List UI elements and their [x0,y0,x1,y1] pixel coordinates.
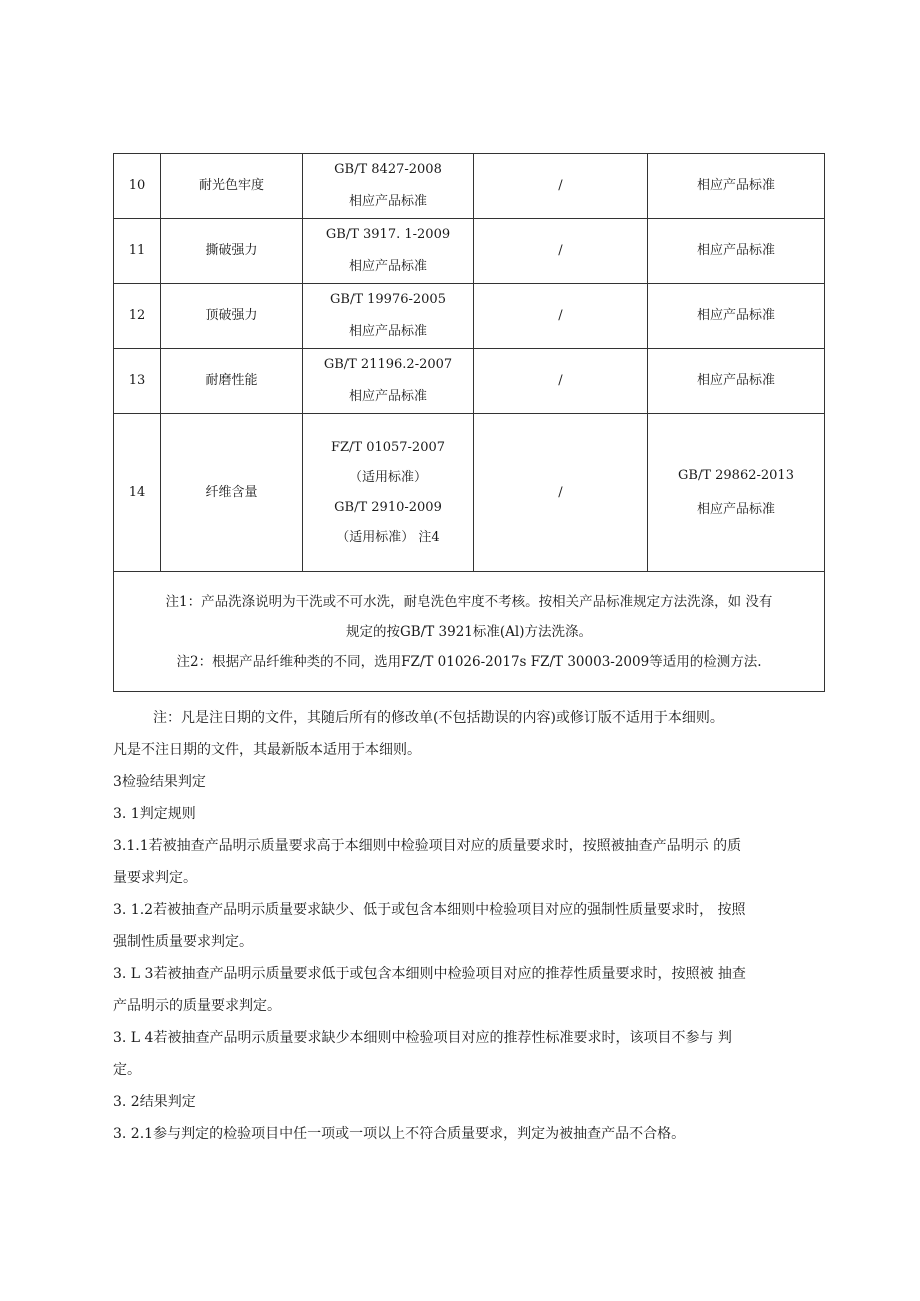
paragraph: 3. L 4若被抽查产品明示质量要求缺少本细则中检验项目对应的推荐性标准要求时，该项目不参与 判 [113,1030,732,1046]
paragraph: 3. 2.1参与判定的检验项目中任一项或一项以上不符合质量要求，判定为被抽查产品不合格。 [113,1126,686,1142]
test-method [303,349,474,414]
judgement-basis [648,219,825,284]
basis-line: GB/T 29862-2013 [678,467,794,483]
judgement-basis [648,349,825,414]
test-method [303,414,474,572]
basis-line: 相应产品标准 [696,243,775,258]
note-line: 规定的按GB/T 3921标准(Al)方法洗涤。 [345,623,592,640]
method-line: （适用标准） 注4 [336,529,440,545]
limit-value: / [474,219,648,284]
row-number: 11 [114,219,161,284]
method-line: FZ/T 01057-2007 [330,439,446,455]
table-row [114,284,825,349]
judgement-basis [648,414,825,572]
method-line: 相应产品标准 [348,324,427,339]
body-text [113,702,824,1150]
limit-value: / [474,414,648,572]
paragraph: 强制性质量要求判定。 [113,934,253,950]
limit-value: / [474,284,648,349]
inspection-item: 纤维含量 [161,414,303,572]
method-line: GB/T 2910-2009 [334,499,442,515]
paragraph: 定。 [113,1062,141,1078]
method-line: GB/T 19976-2005 [330,292,446,307]
table-row [114,349,825,414]
subsection-heading: 3. 1判定规则 [113,806,196,822]
basis-line: 相应产品标准 [696,178,775,193]
table-row [114,414,825,572]
inspection-item: 耐磨性能 [161,349,303,414]
basis-line: 相应产品标准 [696,501,775,517]
method-line: 相应产品标准 [348,194,427,209]
table-row [114,154,825,219]
judgement-basis [648,284,825,349]
inspection-item: 耐光色牢度 [161,154,303,219]
paragraph: 产品明示的质量要求判定。 [113,998,281,1014]
basis-line: 相应产品标准 [696,373,775,388]
method-line: 相应产品标准 [348,259,427,274]
inspection-table [113,153,825,692]
table-row [114,219,825,284]
row-number: 14 [114,414,161,572]
method-line: GB/T 8427-2008 [334,162,442,177]
row-number: 12 [114,284,161,349]
inspection-item: 撕破强力 [161,219,303,284]
table-notes [114,572,825,692]
test-method [303,154,474,219]
method-line: 相应产品标准 [348,389,427,404]
basis-line: 相应产品标准 [696,308,775,323]
table-notes-row [114,572,825,692]
note-line: 注1：产品洗涤说明为干洗或不可水洗，耐皂洗色牢度不考核。按相关产品标准规定方法洗涤，如 没有 [165,593,773,610]
test-method [303,219,474,284]
test-method [303,284,474,349]
judgement-basis [648,154,825,219]
subsection-heading: 3. 2结果判定 [113,1094,196,1110]
note-line: 注2：根据产品纤维种类的不同，选用FZ/T 01026-2017s FZ/T 30003-2009等适用的检测方法. [176,653,762,670]
paragraph: 3. L 3若被抽查产品明示质量要求低于或包含本细则中检验项目对应的推荐性质量要求时，按照被 抽查 [113,966,746,982]
limit-value: / [474,154,648,219]
paragraph: 3.1.1若被抽查产品明示质量要求高于本细则中检验项目对应的质量要求时，按照被抽查产品明示 的质 [113,838,742,854]
paragraph: 3. 1.2若被抽查产品明示质量要求缺少、低于或包含本细则中检验项目对应的强制性质量要求时， 按照 [113,902,746,918]
paragraph: 量要求判定。 [113,870,197,886]
row-number: 13 [114,349,161,414]
section-heading: 3检验结果判定 [113,774,206,790]
method-line: GB/T 21196.2-2007 [323,357,453,372]
row-number: 10 [114,154,161,219]
paragraph: 凡是不注日期的文件，其最新版本适用于本细则。 [113,742,421,758]
paragraph: 注：凡是注日期的文件，其随后所有的修改单(不包括勘误的内容)或修订版不适用于本细则。 [153,710,724,726]
method-line: （适用标准） [348,469,427,485]
limit-value: / [474,349,648,414]
inspection-item: 顶破强力 [161,284,303,349]
method-line: GB/T 3917. 1-2009 [325,227,451,242]
